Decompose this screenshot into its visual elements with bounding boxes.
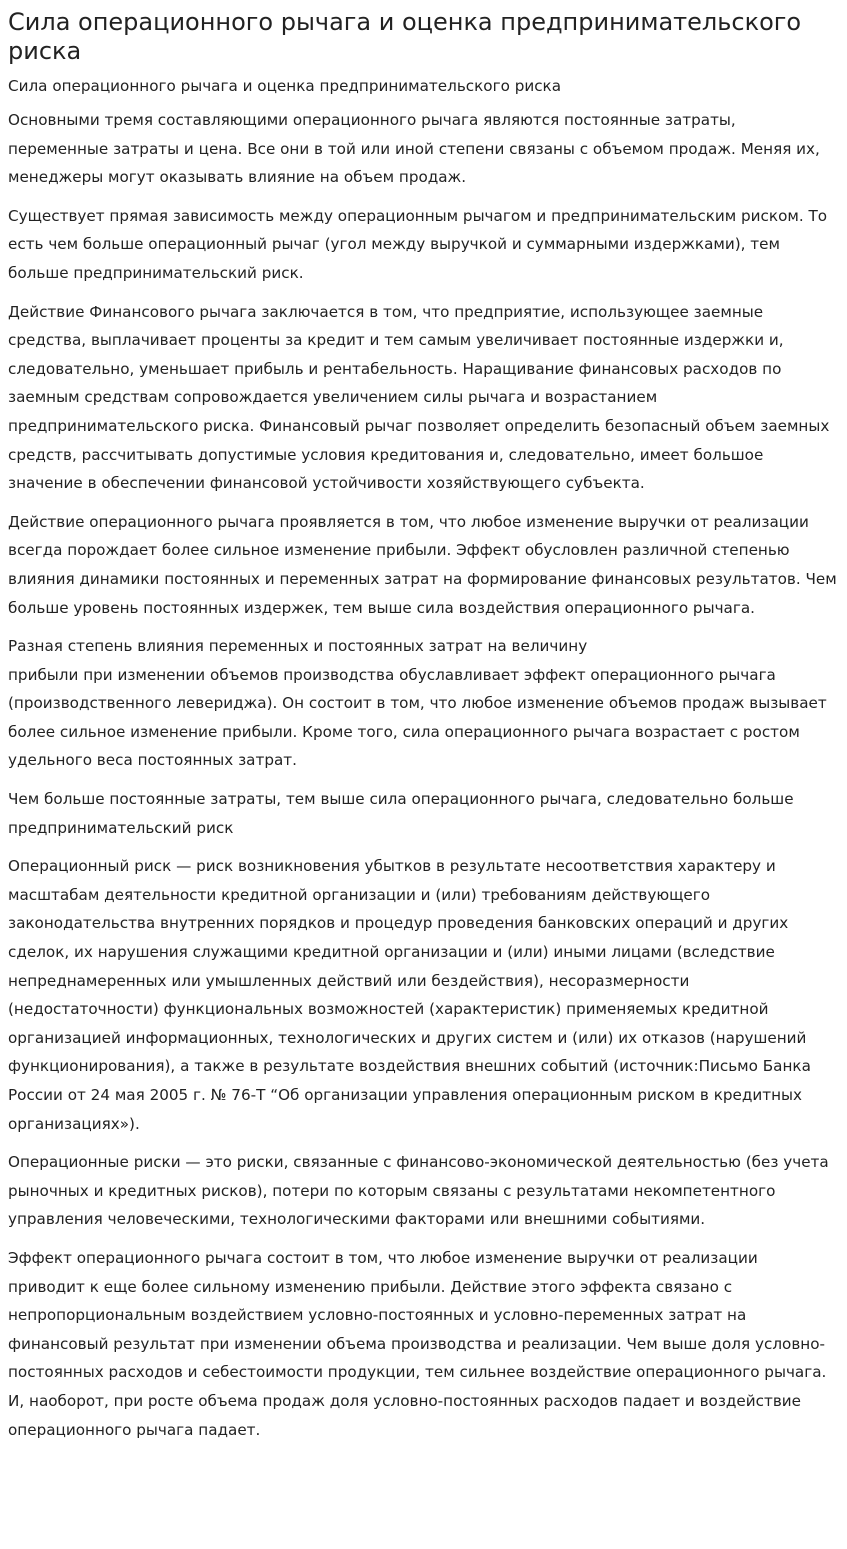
- paragraph-risk-dependency: Существует прямая зависимость между операционным рычагом и предпринимательским риском. То есть чем больше операционный рычаг (угол между выручкой и суммарными издержками), тем больше предпринимательский риск.: [8, 206, 828, 282]
- paragraph-components: Основными тремя составляющими операционного рычага являются постоянные затраты, переменные затраты и цена. Все они в той или иной степени связаны с объемом продаж. Меняя их, менеджеры могут оказывать влияние на объем продаж.: [8, 111, 820, 187]
- article-subtitle: Сила операционного рычага и оценка предпринимательского риска: [8, 77, 562, 95]
- paragraph-financial-leverage: Действие Финансового рычага заключается в том, что предприятие, использующее заемные средства, выплачивает проценты за кредит и тем самым увеличивает постоянные издержки и, следовательно, уменьшает прибыль и рентабельность. Наращивание финансовых расходов по заемным средствам сопровождается увеличением силы рычага и возрастанием предпринимательского риска. Финансовый рычаг позволяет определить безопасный объем заемных средств, рассчитывать допустимые условия кредитования и, следовательно, имеет большое значение в обеспечении финансовой устойчивости хозяйствующего субъекта.: [8, 302, 830, 493]
- page-title: Сила операционного рычага и оценка предпринимательского риска: [8, 8, 802, 65]
- paragraph-leverage-effect: Эффект операционного рычага состоит в том, что любое изменение выручки от реализации приводит к еще более сильному изменению прибыли. Действие этого эффекта связано с непропорциональным воздействием условно-постоянных и условно-переменных затрат на финансовый результат при изменении объема производства и реализации. Чем выше доля условно-постоянных расходов и себестоимости продукции, тем сильнее воздействие операционного рычага. И, наоборот, при росте объема продаж доля условно-постоянных расходов падает и воздействие операционного рычага падает.: [8, 1248, 827, 1439]
- paragraph-operational-risks: Операционные риски — это риски, связанные с финансово-экономической деятельностью (без учета рыночных и кредитных рисков), потери по которым связаны с результатами некомпетентного управления человеческими, технологическими факторами или внешними событиями.: [8, 1153, 829, 1229]
- paragraph-operating-leverage-action: Действие операционного рычага проявляется в том, что любое изменение выручки от реализации всегда порождает более сильное изменение прибыли. Эффект обусловлен различной степенью влияния динамики постоянных и переменных затрат на формирование финансовых результатов. Чем больше уровень постоянных издержек, тем выше сила воздействия операционного рычага.: [8, 512, 837, 617]
- paragraph-cost-influence: Разная степень влияния переменных и постоянных затрат на величину прибыли при изменении объемов производства обуславливает эффект операционного рычага (производственного левериджа). Он состоит в том, что любое изменение объемов продаж вызывает более сильное изменение прибыли. Кроме того, сила операционного рычага возрастает с ростом удельного веса постоянных затрат.: [8, 637, 827, 770]
- paragraph-fixed-costs: Чем больше постоянные затраты, тем выше сила операционного рычага, следовательно больше предпринимательский риск: [8, 790, 794, 837]
- paragraph-operational-risk-definition: Операционный риск — риск возникновения убытков в результате несоответствия характеру и масштабам деятельности кредитной организации и (или) требованиям действующего законодательства внутренних порядков и процедур проведения банковских операций и других сделок, их нарушения служащими кредитной организации и (или) иными лицами (вследствие непреднамеренных или умышленных действий или бездействия), несоразмерности (недостаточности) функциональных возможностей (характеристик) применяемых кредитной организацией информационных, технологических и других систем и (или) их отказов (нарушений функционирования), а также в результате воздействия внешних событий (источник:Письмо Банка России от 24 мая 2005 г. № 76-Т “Об организации управления операционным риском в кредитных организациях»).: [8, 857, 811, 1133]
